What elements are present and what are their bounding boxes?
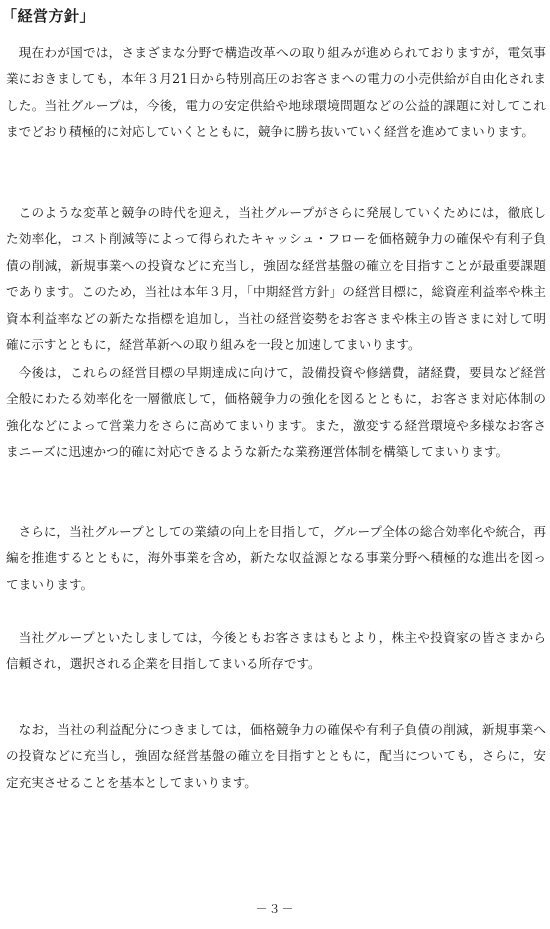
paragraph-group-expansion: さらに，当社グループとしての業績の向上を目指して，グループ全体の総合効率化や統合，再編を推進するとともに，海外事業を含め，新たな収益源となる事業分野へ積極的な進出を図ってまいります。 [6, 524, 546, 592]
paragraph-efficiency: 今後は，これらの経営目標の早期達成に向けて，設備投資や修繕費，諸経費，要員など経営全般にわたる効率化を一層徹底して，価格競争力の強化を図るとともに，お客さま対応体制の強化などによって営業力をさらに高めてまいります。また，激変する経営環境や多様なお客さまニーズに迅速かつ的確に対応できるような新たな業務運営体制を構築してまいります。 [6, 365, 546, 460]
paragraph-dividend-policy: なお，当社の利益配分につきましては，価格競争力の確保や有利子負債の削減，新規事業への投資などに充当し，強固な経営基盤の確立を目指すとともに，配当についても，さらに，安定充実させることを基本としてまいります。 [6, 722, 546, 790]
paragraph-management-goals: このような変革と競争の時代を迎え，当社グループがさらに発展していくためには，徹底した効率化，コスト削減等によって得られたキャッシュ・フローを価格競争力の確保や有利子負債の削減，新規事業への投資などに充当し，強固な経営基盤の確立を目指すことが最重要課題であります。このため，当社は本年３月，「中期経営方針」の経営目標に，総資産利益率や株主資本利益率などの新たな指標を追加し，当社の経営姿勢をお客さまや株主の皆さまに対して明確に示すとともに，経営革新への取り組みを一段と加速してまいります。 [6, 205, 546, 353]
section-title: 「経営方針」 [2, 7, 96, 25]
paragraph-market-reform: 現在わが国では，さまざまな分野で構造改革への取り組みが進められておりますが，電気事業におきましても，本年３月21日から特別高圧のお客さまへの電力の小売供給が自由化されました。当社グループは，今後，電力の安定供給や地球環境問題などの公益的課題に対してこれまでどおり積極的に対応していくとともに，競争に勝ち抜いていく経営を進めてまいります。 [6, 45, 546, 140]
page-number: －３－ [255, 902, 295, 916]
paragraph-trust: 当社グループといたしましては，今後ともお客さまはもとより，株主や投資家の皆さまから信頼され，選択される企業を目指してまいる所存です。 [6, 630, 546, 672]
